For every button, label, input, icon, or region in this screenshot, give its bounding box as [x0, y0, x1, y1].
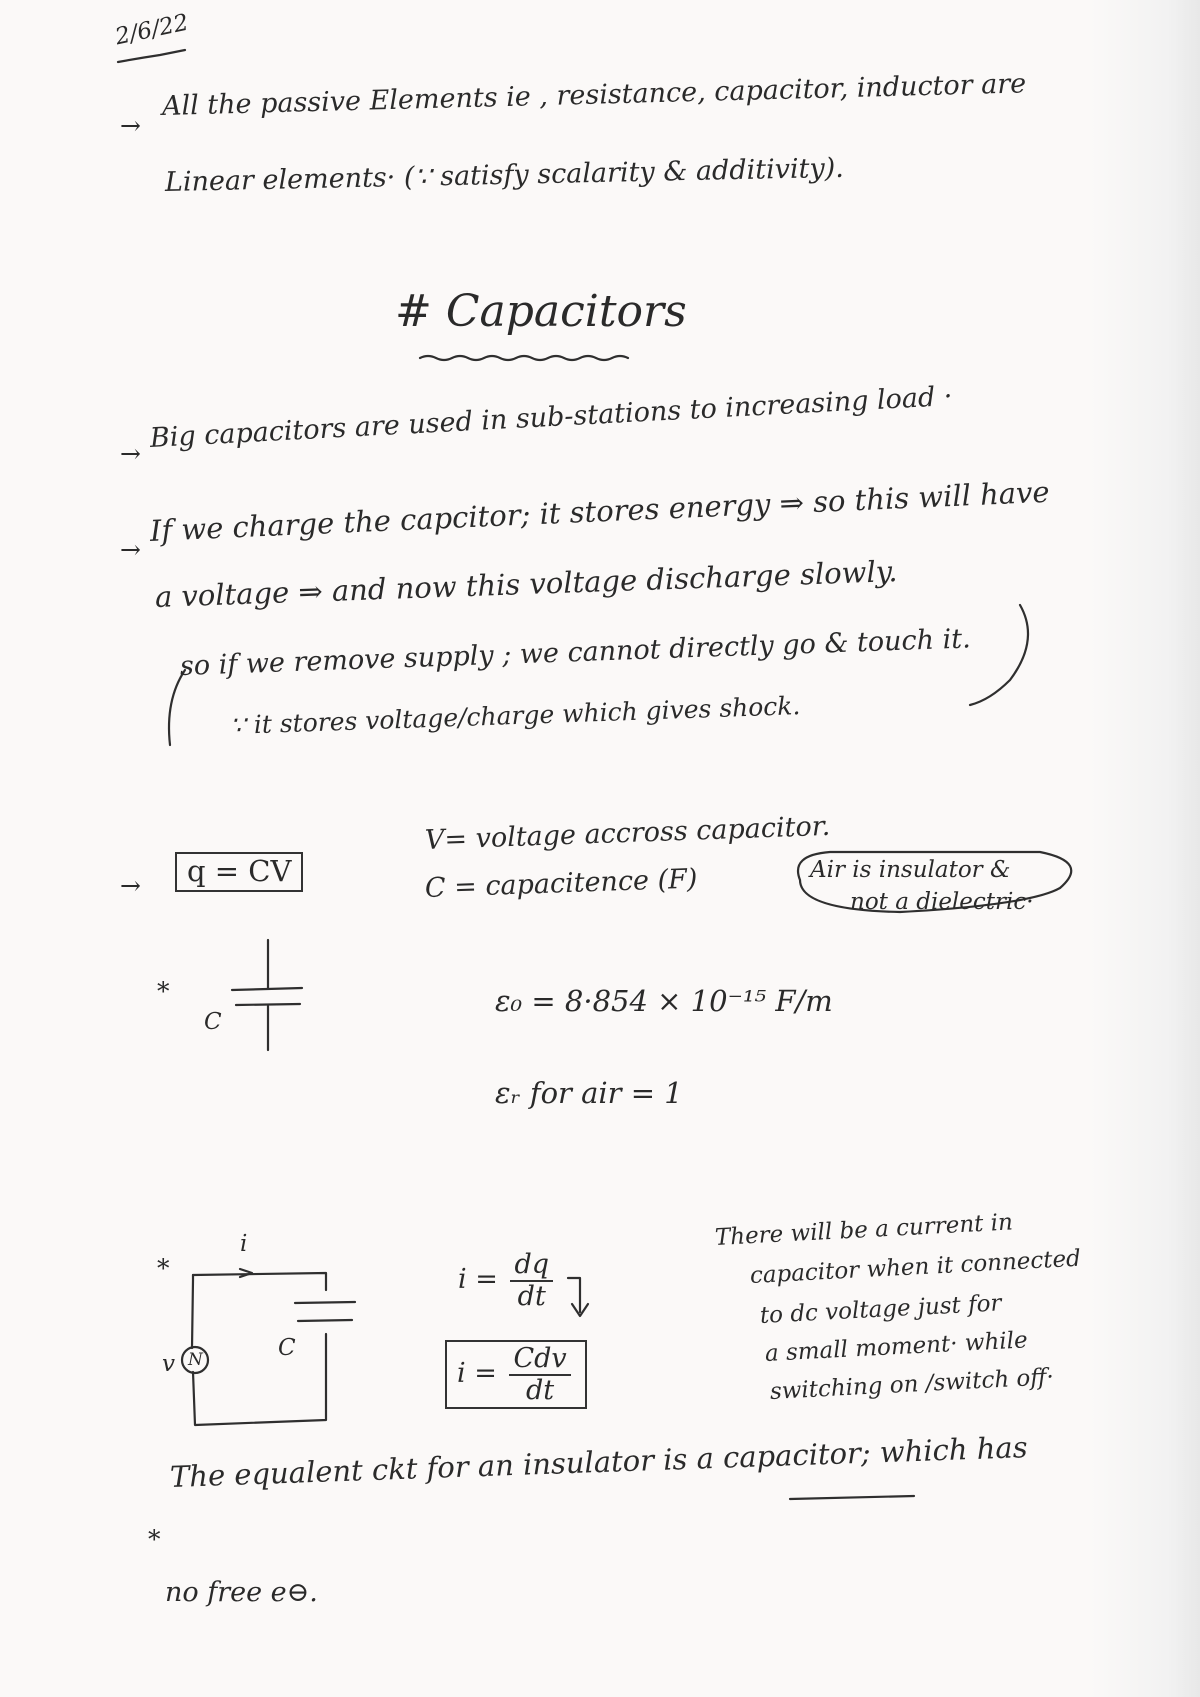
side-note-line-5: switching on /switch off·	[769, 1364, 1055, 1405]
aside-line-2: ∵ it stores voltage/charge which gives shock.	[229, 691, 801, 740]
side-note-line-3: to dc voltage just for	[759, 1290, 1003, 1329]
circuit-diagram	[182, 1269, 355, 1425]
closing-text-c: ; which has	[860, 1430, 1029, 1470]
current-equation-2	[445, 1340, 587, 1409]
capacitor-underline	[790, 1496, 914, 1499]
current-label: i	[240, 1231, 248, 1257]
date: 2/6/22	[112, 9, 191, 51]
current-equation-1	[458, 1250, 557, 1311]
star-marker: *	[148, 1525, 161, 1554]
symbol-label: C	[204, 1009, 222, 1035]
intro-line-2: Linear elements· (∵ satisfy scalarity & additivity).	[164, 152, 845, 198]
eq2-numerator: Cdv	[509, 1344, 570, 1376]
definition-c: C = capacitence (F)	[424, 863, 698, 904]
epsilon-r-air: εᵣ for air = 1	[495, 1076, 683, 1110]
source-label: v	[162, 1351, 175, 1377]
aside-line-1: so if we remove supply ; we cannot directly go & touch it.	[179, 623, 972, 682]
current-arrow-icon	[240, 1269, 252, 1277]
cap-label: C	[278, 1335, 296, 1361]
arrow-icon: →	[120, 871, 141, 900]
note-line-2: not a dielectric·	[850, 889, 1034, 915]
capacitor-symbol	[232, 940, 302, 1050]
epsilon-zero: ε₀ = 8·854 × 10⁻¹⁵ F/m	[495, 984, 833, 1018]
eq1-denominator: dt	[517, 1280, 546, 1312]
side-note-line-2: capacitor when it connected	[749, 1245, 1082, 1289]
bullet-charge-line-2: a voltage ⇒ and now this voltage discharge slowly.	[154, 554, 898, 614]
note-line-1: Air is insulator &	[810, 857, 1011, 883]
source-symbol: N	[188, 1350, 203, 1370]
star-marker: *	[157, 977, 170, 1006]
intro-line-1: All the passive Elements ie , resistance, capacitor, inductor are	[161, 68, 1027, 122]
side-note-line-1: There will be a current in	[714, 1209, 1014, 1251]
eq1-numerator: dq	[510, 1250, 553, 1282]
closing-line-2: no free e⊖.	[165, 1577, 318, 1608]
eq2-denominator: dt	[525, 1374, 555, 1406]
date-underline	[118, 50, 185, 62]
bullet-substations: Big capacitors are used in sub-stations to increasing load ·	[149, 380, 954, 454]
eq2-lhs: i =	[457, 1358, 497, 1390]
eq1-fraction	[510, 1250, 553, 1311]
heading-underline	[420, 356, 628, 360]
arrow-icon: →	[120, 439, 141, 468]
aside-right-bracket	[970, 605, 1028, 705]
charge-formula: q = CV	[175, 852, 303, 892]
star-marker: *	[157, 1254, 170, 1283]
closing-text-b: capacitor	[722, 1435, 862, 1475]
bullet-charge-line-1: If we charge the capcitor; it stores energy ⇒ so this will have	[149, 474, 1051, 548]
eq1-lhs: i =	[458, 1264, 498, 1296]
arrow-icon: →	[120, 535, 141, 564]
side-note-line-4: a small moment· while	[764, 1327, 1029, 1367]
page-title: # Capacitors	[395, 286, 687, 337]
arrow-icon: →	[120, 111, 141, 140]
eq2-fraction	[509, 1344, 570, 1405]
definition-v: V= voltage accross capacitor.	[424, 810, 831, 856]
closing-text-a: The equalent ckt for an insulator is a	[169, 1441, 715, 1494]
